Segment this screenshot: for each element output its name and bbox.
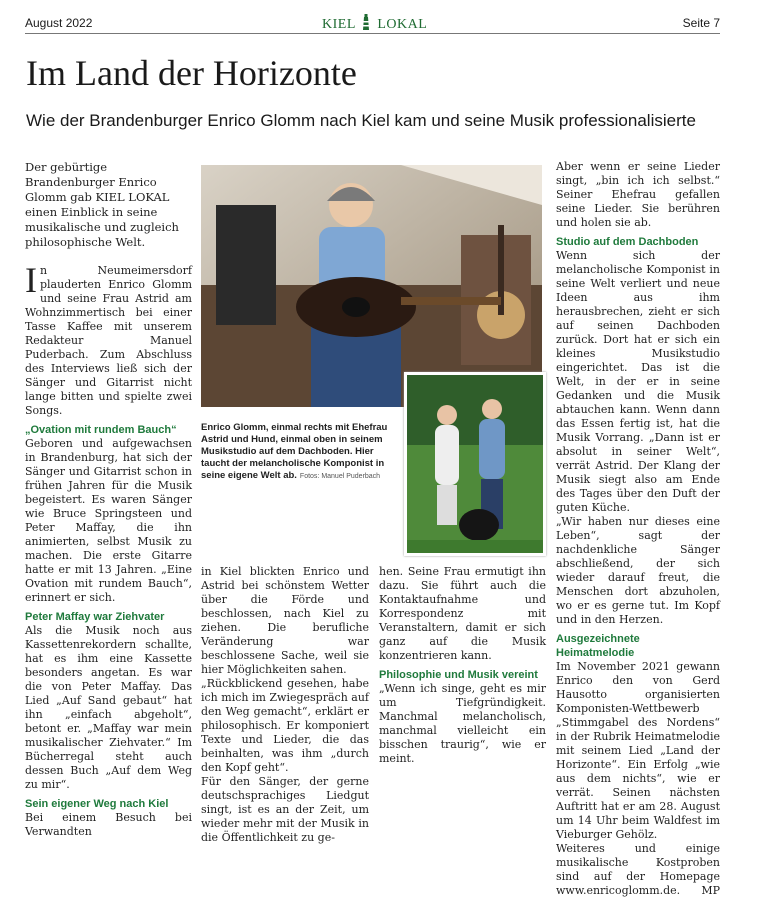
heading-studio: Studio auf dem Dachboden bbox=[556, 236, 699, 248]
caption-text: Enrico Glomm, einmal rechts mit Ehefrau Astrid und Hund, einmal oben in seinem Musikstudio auf dem Dachboden. Hier taucht der melancholische Komponist in seine eigene Welt ab. bbox=[201, 422, 388, 481]
photo-credit: Fotos: Manuel Puderbach bbox=[299, 473, 381, 480]
header-rule bbox=[25, 33, 720, 34]
dropcap: I bbox=[25, 260, 37, 300]
column-3 bbox=[379, 565, 546, 766]
paragraph-8: hen. Seine Frau ermutigt ihn dazu. Sie führt auch die Kontaktaufnahme und Korrespondenz mit Veranstaltern, damit er sich ganz auf die Musik konzentrieren kann. bbox=[379, 565, 546, 662]
photo-studio bbox=[201, 165, 542, 407]
article-subtitle: Wie der Brandenburger Enrico Glomm nach Kiel kam und seine Musik professionalisierte bbox=[26, 111, 696, 130]
paragraph-7: Für den Sänger, der gerne deutschsprachiges Liedgut singt, ist es an der Zeit, um wieder mehr mit der Musik in die Öffentlichkeit zu ge- bbox=[201, 775, 369, 844]
paragraph-9: „Wenn ich singe, geht es mir um Tiefgründigkeit. Manchmal melancholisch, manchmal vielleicht ein bisschen traurig“, wie er meint. bbox=[379, 682, 546, 765]
paragraph-1-text: n Neumeimersdorf plauderten Enrico Glomm und seine Frau Astrid am Wohnzimmertisch bei einer Tasse Kaffee mit unserem Redakteur Manuel Puderbach. Zum Abschluss des Interviews ließ sich der Sänger und Gitarrist nicht lange bitten und spielte zwei Songs. bbox=[25, 264, 192, 417]
paragraph-5: in Kiel blickten Enrico und Astrid bei schönstem Wetter über die Förde und beschlossen, nach Kiel zu ziehen. Die berufliche Veränderung war beschlossene Sache, weil sie hier Möglichkeiten sahen. bbox=[201, 565, 369, 676]
paragraph-13: Im November 2021 gewann Enrico den von Gerd Hausotto organisierten Komponisten-Wettbewerb „Stimmgabel des Nordens“ in der Rubrik Heimatmelodie mit seinem Lied „Land der Horizonte“. Ein Erfolg „wie aus dem nichts“, wie er verrät. Seinen nächsten Auftritt hat er am 28. August um 14 Uhr beim Waldfest im Vieburger Gehölz. bbox=[556, 660, 720, 841]
paragraph-14-text: Weiteres und einige musikalische Kostproben sind auf der Homepage www.enricoglomm.de. bbox=[556, 842, 720, 897]
paragraph-12: „Wir haben nur dieses eine Leben“, sagt der nachdenkliche Sänger abschließend, der sich wieder darauf freut, die Menschen dort abzuholen, wo er es gerne tut. Im Kopf und in den Herzen. bbox=[556, 515, 720, 626]
paragraph-3: Als die Musik noch aus Kassettenrekordern schallte, hat es ihm eine Kassette besonders angetan. Es war die von Peter Maffay. Das Lied „Auf Sand gebaut“ hat ihn „einfach abgeholt“, betont er. „Maffay war mein musikalischer Ziehvater.“ Im Bücherregal steht auch dessen Buch „Auf dem Weg zu mir“. bbox=[25, 624, 192, 791]
photo-caption bbox=[201, 422, 397, 482]
paragraph-1 bbox=[25, 260, 192, 418]
author-initials: MP bbox=[701, 884, 720, 897]
issue-date: August 2022 bbox=[25, 16, 93, 30]
column-2 bbox=[201, 565, 369, 845]
paragraph-4: Bei einem Besuch bei Verwandten bbox=[25, 811, 192, 838]
heading-ovation: „Ovation mit rundem Bauch“ bbox=[25, 424, 177, 436]
paragraph-6: „Rückblickend gesehen, habe ich mich im Zwiegespräch auf den Weg gemacht“, erklärt er philosophisch. Er komponiert Texte und Lieder, die das beinhalten, was ihm „durch den Kopf geht“. bbox=[201, 677, 369, 774]
brand-left: KIEL bbox=[322, 17, 356, 32]
brand-logo bbox=[322, 13, 427, 33]
paragraph-11: Wenn sich der melancholische Komponist in seine Welt verliert und neue Ideen aus ihm herausbrechen, zieht er sich auf seinen Dachboden zurück. Dort hat er sich ein kleines Musikstudio eingerichtet. Das ist die Welt, in der er in seine Gedanken und die Musik abtauchen kann. Wenn dann das Essen fertig ist, hat die Musik Vorrang. „Dann ist er absolut in seiner Welt“, verrät Astrid. Der Klang der Musik siegt also am Ende des Tages über den Duft der guten Küche. bbox=[556, 249, 720, 514]
paragraph-14 bbox=[556, 842, 720, 898]
intro-text: Der gebürtige Brandenburger Enrico Glomm gab KIEL LOKAL einen Einblick in seine musikalische und zugleich philosophische Welt. bbox=[25, 160, 179, 249]
column-1 bbox=[25, 160, 192, 839]
heading-heimatmelodie: Ausgezeichnete Heimatmelodie bbox=[556, 633, 640, 659]
heading-weg-nach-kiel: Sein eigener Weg nach Kiel bbox=[25, 798, 169, 810]
column-4 bbox=[556, 160, 720, 898]
photo-couple bbox=[404, 372, 546, 556]
article-title: Im Land der Horizonte bbox=[26, 53, 357, 93]
paragraph-2: Geboren und aufgewachsen in Brandenburg, hat sich der Sänger und Gitarrist schon in frühen Jahren für die Musik begeistert. Es waren Sänger wie Bruce Springsteen und Peter Maffay, die ihn animierten, selbst Musik zu machen. Die erste Gitarre hatte er mit 13 Jahren. „Eine Ovation mit rundem Bauch“, erinnert er sich. bbox=[25, 437, 192, 604]
heading-maffay: Peter Maffay war Ziehvater bbox=[25, 611, 165, 623]
paragraph-10: Aber wenn er seine Lieder singt, „bin ich ich selbst.“ Seiner Ehefrau gefallen seine Lieder. Sie berühren und holen sie ab. bbox=[556, 160, 720, 229]
page-number: Seite 7 bbox=[682, 16, 720, 30]
brand-right: LOKAL bbox=[377, 17, 428, 32]
lighthouse-icon bbox=[361, 13, 371, 31]
heading-philosophie: Philosophie und Musik vereint bbox=[379, 669, 538, 681]
